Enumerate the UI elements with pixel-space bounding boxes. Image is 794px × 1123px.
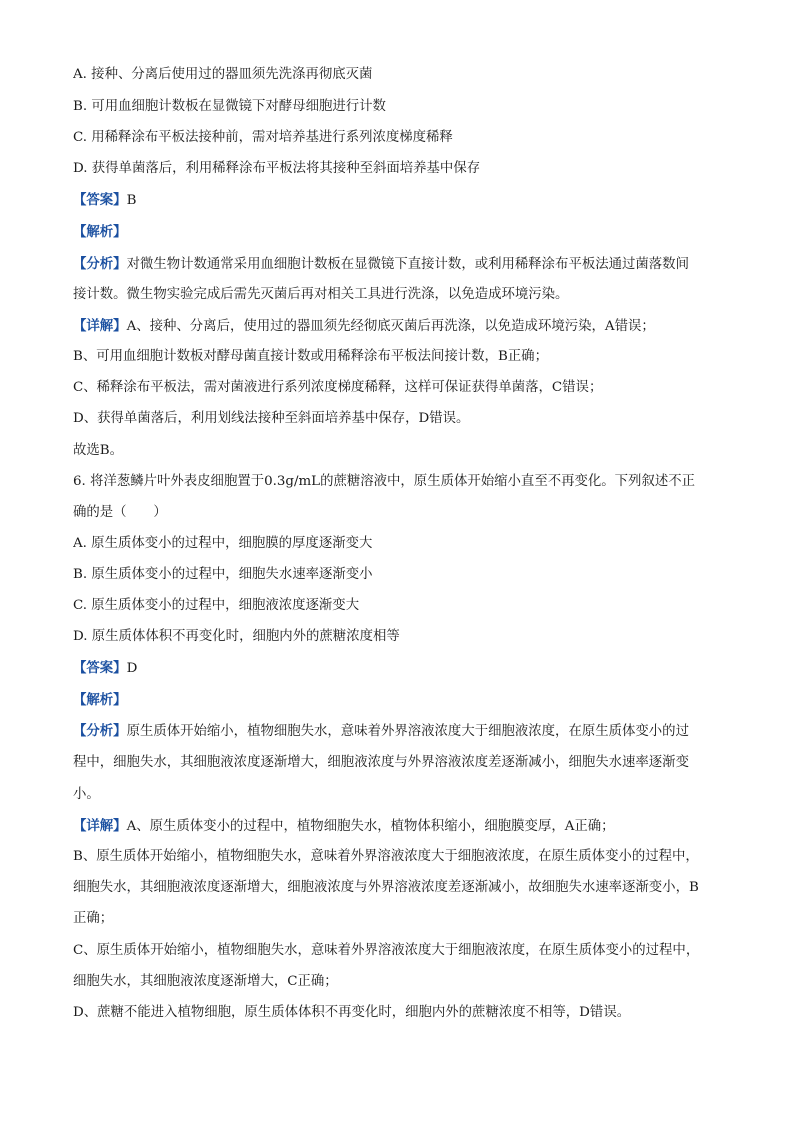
q6-fenxi-line-2: 程中，细胞失水，其细胞液浓度逐渐增大，细胞液浓度与外界溶液浓度差逐渐减小，细胞失水速率逐渐变: [73, 755, 689, 770]
q6-xiangjie-line-1: [73, 816, 733, 837]
q6-fenxi-tag: 【分析】: [73, 723, 127, 739]
q5-fenxi-line-1: [73, 254, 733, 275]
q5-analysis-tag: 【解析】: [73, 224, 127, 240]
q5-option-b: B. 可用血细胞计数板在显微镜下对酵母细胞进行计数: [73, 99, 386, 114]
q5-xiangjie-line-2: B、可用血细胞计数板对酵母菌直接计数或用稀释涂布平板法间接计数，B正确；: [73, 349, 548, 364]
q6-stem-line-1: 6. 将洋葱鳞片叶外表皮细胞置于0.3g/mL的蔗糖溶液中，原生质体开始缩小直至不再变化。下列叙述不正: [73, 474, 696, 489]
q5-answer-value: B: [126, 193, 137, 208]
q5-analysis-heading: [73, 222, 733, 243]
q6-answer-value: D: [126, 661, 138, 676]
q5-xiangjie-text-1: A、接种、分离后，使用过的器皿须先经彻底灭菌后再洗涤，以免造成环境污染，A错误；: [126, 319, 655, 334]
q5-option-a: A. 接种、分离后使用过的器皿须先洗涤再彻底灭菌: [73, 67, 373, 82]
q5-answer-tag: 【答案】: [73, 192, 127, 208]
q5-xiangjie-line-4: D、获得单菌落后，利用划线法接种至斜面培养基中保存，D错误。: [73, 411, 470, 426]
q5-fenxi-line-2: 接计数。微生物实验完成后需先灭菌后再对相关工具进行洗涤，以免造成环境污染。: [73, 287, 569, 302]
q6-fenxi-line-3: 小。: [73, 787, 100, 802]
q5-option-d: D. 获得单菌落后，利用稀释涂布平板法将其接种至斜面培养基中保存: [73, 161, 481, 176]
q6-option-b: B. 原生质体变小的过程中，细胞失水速率逐渐变小: [73, 567, 373, 582]
q5-xiangjie-line-1: [73, 316, 733, 337]
q6-xiangjie-tag: 【详解】: [73, 818, 127, 834]
q6-answer-tag: 【答案】: [73, 660, 127, 676]
q6-fenxi-line-1: [73, 721, 733, 742]
q6-option-a: A. 原生质体变小的过程中，细胞膜的厚度逐渐变大: [73, 536, 373, 551]
q6-analysis-heading: [73, 690, 733, 711]
q6-xiangjie-line-3: 细胞失水，其细胞液浓度逐渐增大，细胞液浓度与外界溶液浓度差逐渐减小，故细胞失水速率逐渐变小，B: [73, 880, 699, 895]
q6-xiangjie-line-2: B、原生质体开始缩小，植物细胞失水，意味着外界溶液浓度大于细胞液浓度，在原生质体变小的过程中，: [73, 849, 699, 864]
q6-option-d: D. 原生质体体积不再变化时，细胞内外的蔗糖浓度相等: [73, 629, 400, 644]
q6-option-c: C. 原生质体变小的过程中，细胞液浓度逐渐变大: [73, 598, 360, 613]
q6-xiangjie-line-5: C、原生质体开始缩小，植物细胞失水，意味着外界溶液浓度大于细胞液浓度，在原生质体变小的过程中，: [73, 943, 700, 958]
q5-option-c: C. 用稀释涂布平板法接种前，需对培养基进行系列浓度梯度稀释: [73, 130, 453, 145]
q6-xiangjie-text-1: A、原生质体变小的过程中，植物细胞失水，植物体积缩小，细胞膜变厚，A正确；: [126, 819, 615, 834]
q5-fenxi-text-1: 对微生物计数通常采用血细胞计数板在显微镜下直接计数，或利用稀释涂布平板法通过菌落数间: [126, 257, 689, 272]
q6-xiangjie-line-7: D、蔗糖不能进入植物细胞，原生质体体积不再变化时，细胞内外的蔗糖浓度不相等，D错误。: [73, 1005, 631, 1020]
q6-xiangjie-line-6: 细胞失水，其细胞液浓度逐渐增大，C正确；: [73, 974, 338, 989]
q5-xiangjie-line-3: C、稀释涂布平板法，需对菌液进行系列浓度梯度稀释，这样可保证获得单菌落，C错误；: [73, 380, 603, 395]
q6-fenxi-text-1: 原生质体开始缩小，植物细胞失水，意味着外界溶液浓度大于细胞液浓度，在原生质体变小的过: [126, 724, 689, 739]
q5-fenxi-tag: 【分析】: [73, 256, 127, 272]
q5-conclusion: 故选B。: [73, 443, 124, 458]
q6-stem-line-2: 确的是（ ）: [73, 505, 167, 520]
q6-analysis-tag: 【解析】: [73, 692, 127, 708]
q5-answer-line: [73, 190, 733, 211]
q5-xiangjie-tag: 【详解】: [73, 318, 127, 334]
q6-answer-line: [73, 658, 733, 679]
q6-xiangjie-line-4: 正确；: [73, 911, 114, 926]
